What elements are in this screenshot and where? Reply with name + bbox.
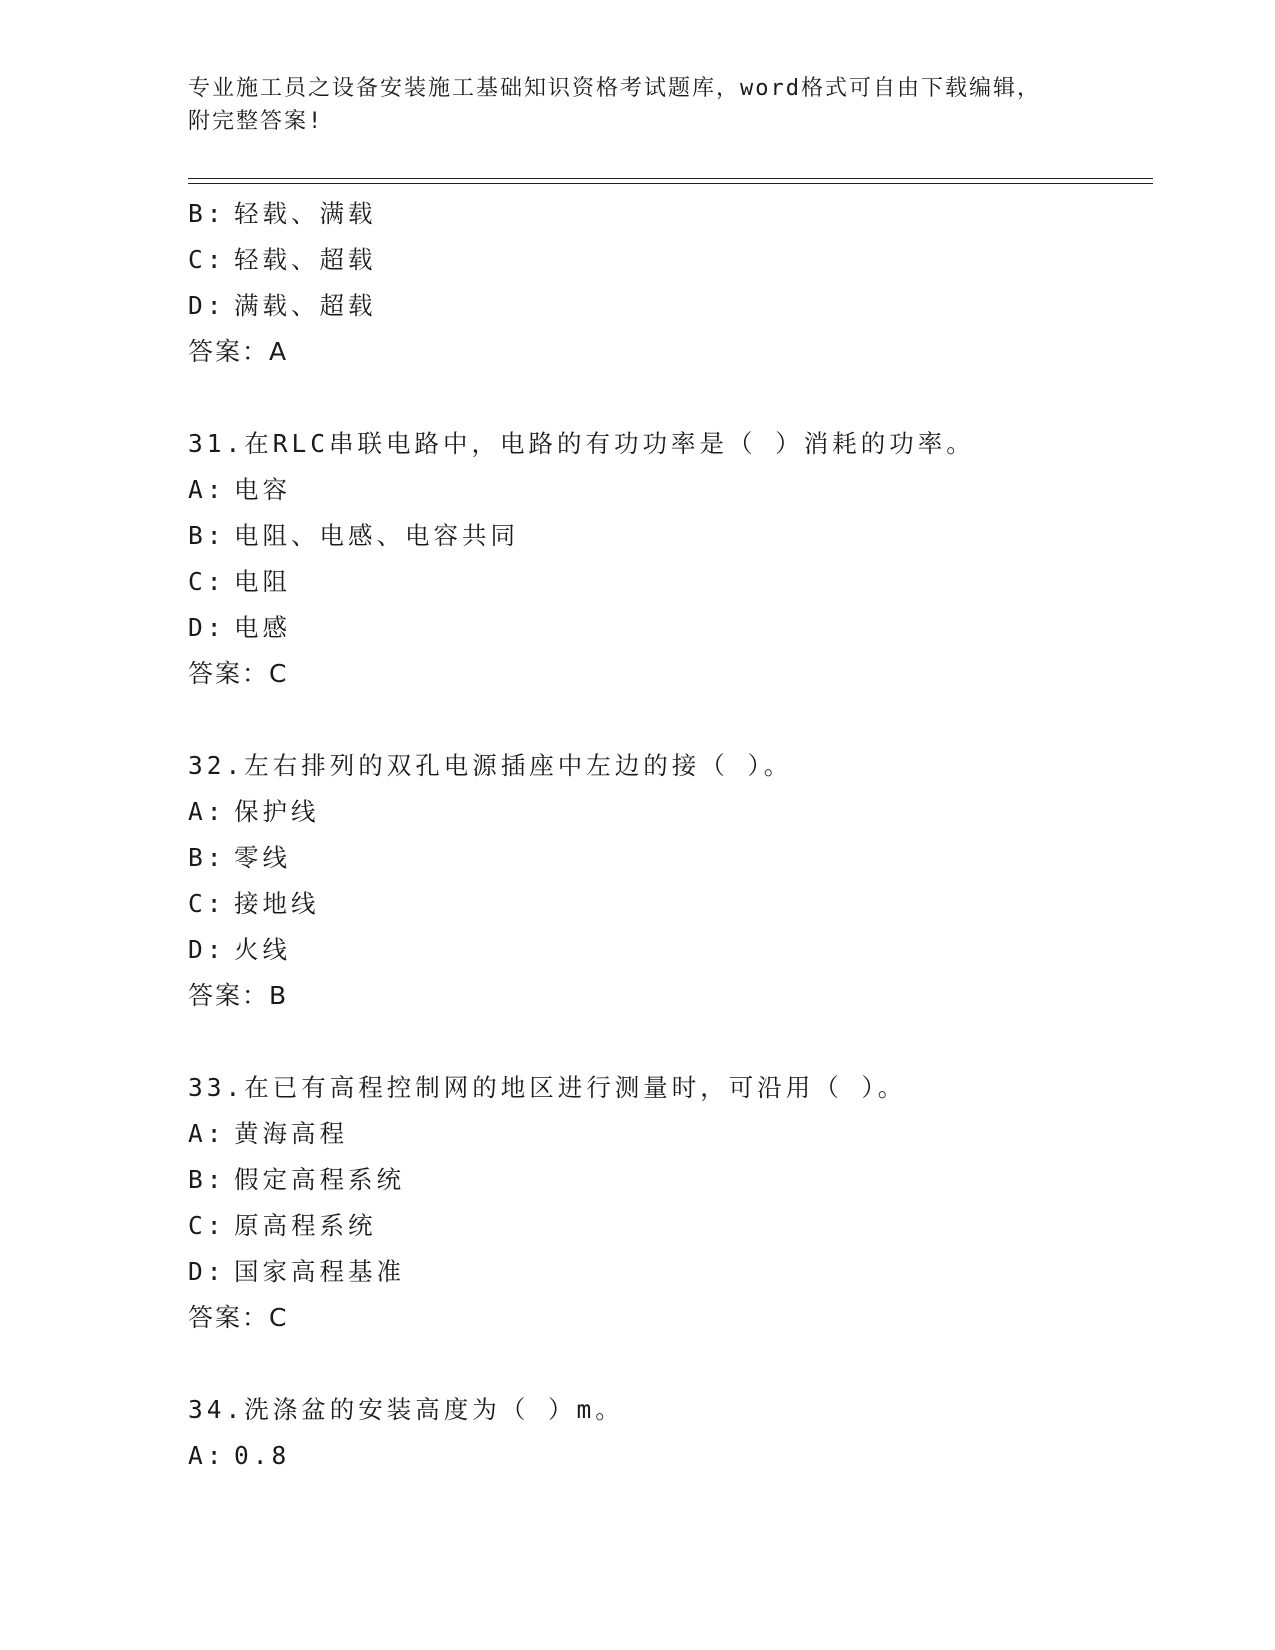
option-text: 保护线 (234, 797, 320, 826)
option-key: B: (188, 1165, 226, 1194)
document-header (188, 72, 1088, 138)
question-stem: 32.左右排列的双孔电源插座中左边的接（ ）。 (188, 751, 793, 780)
option-text: 火线 (234, 935, 291, 964)
option-b (188, 835, 1168, 881)
option-key: A: (188, 1119, 226, 1148)
header-divider-top (188, 178, 1153, 179)
option-text: 零线 (234, 843, 291, 872)
option-text: 0.8 (234, 1441, 291, 1470)
header-divider-bottom (188, 183, 1153, 184)
option-key: B: (188, 843, 226, 872)
option-d (188, 927, 1168, 973)
option-c (188, 1203, 1168, 1249)
answer-line: 答案：C (188, 1303, 289, 1332)
option-text: 满载、超载 (234, 291, 377, 320)
option-c (188, 881, 1168, 927)
option-key: B: (188, 521, 226, 550)
option-a (188, 1111, 1168, 1157)
header-line-1: 专业施工员之设备安装施工基础知识资格考试题库，word格式可自由下载编辑， (188, 76, 1041, 101)
header-line-2: 附完整答案! (188, 109, 324, 134)
question-33 (188, 1065, 1168, 1341)
option-key: D: (188, 1257, 226, 1286)
option-b (188, 1157, 1168, 1203)
option-key: D: (188, 613, 226, 642)
spacer (188, 1019, 1168, 1065)
option-d (188, 605, 1168, 651)
option-key: B: (188, 199, 226, 228)
spacer (188, 375, 1168, 421)
question-list (188, 191, 1168, 1479)
answer-line: 答案：C (188, 659, 289, 688)
option-key: A: (188, 475, 226, 504)
option-text: 电阻、电感、电容共同 (234, 521, 519, 550)
option-key: D: (188, 935, 226, 964)
option-text: 轻载、超载 (234, 245, 377, 274)
question-stem: 33.在已有高程控制网的地区进行测量时，可沿用（ ）。 (188, 1073, 907, 1102)
option-key: C: (188, 567, 226, 596)
option-text: 电容 (234, 475, 291, 504)
option-text: 轻载、满载 (234, 199, 377, 228)
option-key: A: (188, 797, 226, 826)
question-stem: 31.在RLC串联电路中，电路的有功功率是（ ）消耗的功率。 (188, 429, 975, 458)
option-b (188, 191, 1168, 237)
question-30-continued (188, 191, 1168, 375)
option-a (188, 789, 1168, 835)
option-key: A: (188, 1441, 226, 1470)
option-a (188, 1433, 1168, 1479)
option-key: C: (188, 889, 226, 918)
option-text: 国家高程基准 (234, 1257, 405, 1286)
spacer (188, 1341, 1168, 1387)
option-text: 电阻 (234, 567, 291, 596)
option-b (188, 513, 1168, 559)
question-31 (188, 421, 1168, 697)
option-text: 黄海高程 (234, 1119, 348, 1148)
option-key: C: (188, 1211, 226, 1240)
option-d (188, 283, 1168, 329)
answer-line: 答案：A (188, 337, 289, 366)
option-c (188, 237, 1168, 283)
option-a (188, 467, 1168, 513)
answer-line: 答案：B (188, 981, 289, 1010)
option-text: 接地线 (234, 889, 320, 918)
question-stem: 34.洗涤盆的安装高度为（ ）m。 (188, 1395, 624, 1424)
option-c (188, 559, 1168, 605)
option-key: D: (188, 291, 226, 320)
question-34 (188, 1387, 1168, 1479)
option-key: C: (188, 245, 226, 274)
option-text: 假定高程系统 (234, 1165, 405, 1194)
option-text: 电感 (234, 613, 291, 642)
option-text: 原高程系统 (234, 1211, 377, 1240)
option-d (188, 1249, 1168, 1295)
spacer (188, 697, 1168, 743)
question-32 (188, 743, 1168, 1019)
